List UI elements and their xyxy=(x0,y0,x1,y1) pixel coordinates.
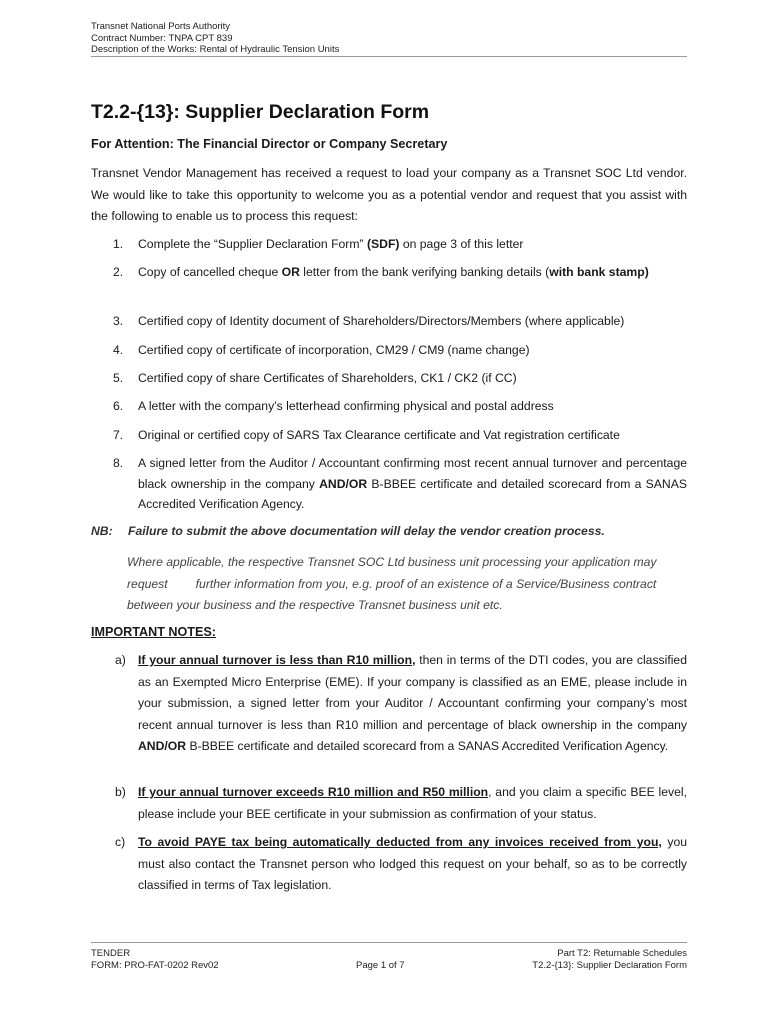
page-header xyxy=(91,21,339,56)
note-c: c) To avoid PAYE tax being automatically deducted from any invoices received from you, you must also contact the Transnet person who lodged this request on your behalf, so as to be correctly classified in terms of Tax legislation. xyxy=(115,835,687,892)
nb-warning: NB: Failure to submit the above documentation will delay the vendor creation process. xyxy=(91,524,605,538)
header-description: Description of the Works: Rental of Hydraulic Tension Units xyxy=(91,44,340,55)
page-title: T2.2-{13}: Supplier Declaration Form xyxy=(91,101,430,123)
note-b: b) If your annual turnover exceeds R10 million and R50 million, and you claim a specific BEE level, please include your BEE certificate in your submission as confirmation of your status. xyxy=(115,785,687,821)
list-item: 4. Certified copy of certificate of incorporation, CM29 / CM9 (name change) xyxy=(113,343,530,357)
attention-line: For Attention: The Financial Director or Company Secretary xyxy=(91,137,448,151)
note-a: a) If your annual turnover is less than R10 million, then in terms of the DTI codes, you are classified as an Exempted Micro Enterprise (EME). If your company is classified as an EME, please include in your submission, a signed letter from your Auditor / Accountant confirming your company’s most recent annual turnover is less than R10 million and percentage of black ownership in the company AND/OR B-BBEE certificate and detailed scorecard from a SANAS Accredited Verification Agency. xyxy=(115,653,687,753)
list-item: 1. Complete the “Supplier Declaration Form” (SDF) on page 3 of this letter xyxy=(113,237,524,251)
list-item: 6. A letter with the company’s letterhead confirming physical and postal address xyxy=(113,399,554,413)
nb-paragraph: Where applicable, the respective Transnet SOC Ltd business unit processing your application may request further information from you, e.g. proof of an existence of a Service/Business contract between your business and the respective Transnet business unit etc. xyxy=(127,555,657,612)
list-item: 2. Copy of cancelled cheque OR letter from the bank verifying banking details (with bank stamp) xyxy=(113,265,649,279)
intro-paragraph: Transnet Vendor Management has received a request to load your company as a Transnet SOC Ltd vendor. We would like to take this opportunity to welcome you as a potential vendor and request that you assist with the following to enable us to process this request: xyxy=(91,166,687,223)
footer-left: TENDER FORM: PRO-FAT-0202 Rev02 xyxy=(91,948,219,971)
important-notes-heading: IMPORTANT NOTES: xyxy=(91,625,216,639)
list-item: 8. A signed letter from the Auditor / Accountant confirming most recent annual turnover and percentage black ownership in the company AND/OR B-BBEE certificate and detailed scorecard from a SANAS Accredited Verification Agency. xyxy=(113,456,687,512)
footer-divider xyxy=(91,942,687,943)
footer-right: Part T2: Returnable Schedules T2.2-{13}: Supplier Declaration Form xyxy=(532,948,687,971)
header-divider xyxy=(91,56,687,57)
page-number: Page 1 of 7 xyxy=(356,960,405,971)
header-contract: Contract Number: TNPA CPT 839 xyxy=(91,32,233,44)
header-org: Transnet National Ports Authority xyxy=(91,21,231,32)
list-item: 3. Certified copy of Identity document of Shareholders/Directors/Members (where applicable) xyxy=(113,314,625,328)
list-item: 7. Original or certified copy of SARS Tax Clearance certificate and Vat registration certificate xyxy=(113,428,620,442)
list-item: 5. Certified copy of share Certificates of Shareholders, CK1 / CK2 (if CC) xyxy=(113,371,517,385)
